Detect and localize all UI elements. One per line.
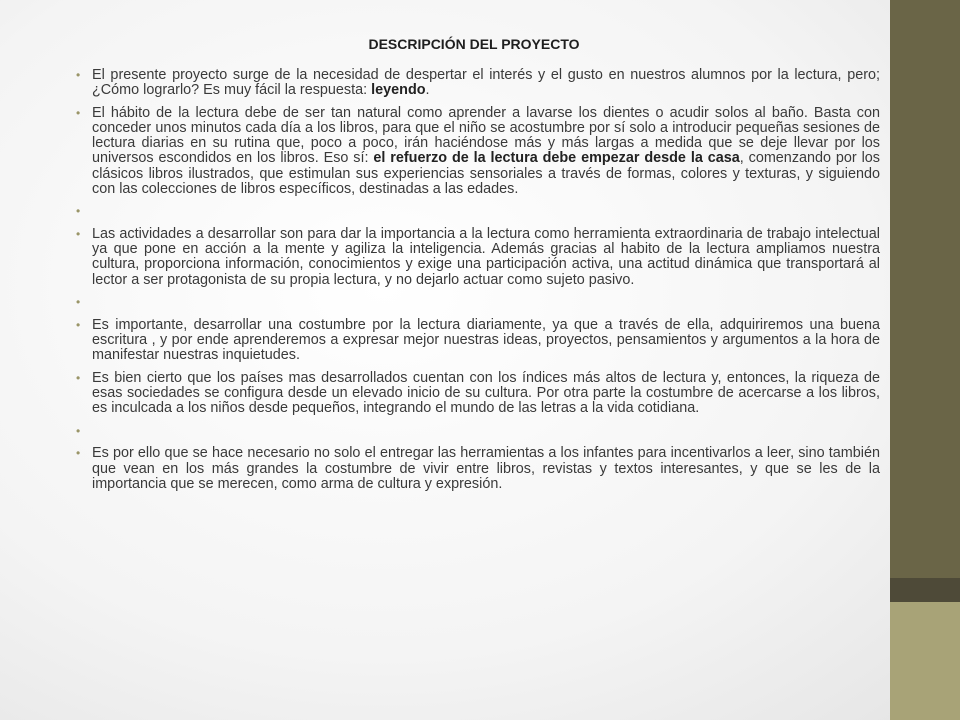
decorative-side-bar — [890, 0, 960, 720]
bullet-text: Es importante, desarrollar una costumbre por la lectura diariamente, ya que a través de ella, adquiriremos una buena escritura , y por ende aprenderemos a expresar mejor nuestras ideas, proyectos, pensamientos y argumentos a la hora de manifestar nuestras inquietudes. — [92, 316, 880, 364]
bullet-item-empty-1 — [66, 204, 880, 219]
bullet-item-4 — [66, 318, 880, 364]
bullet-bold-text: el refuerzo de la lectura debe empezar desde la casa — [373, 150, 740, 167]
bullet-text: Es bien cierto que los países mas desarrollados cuentan con los índices más altos de lectura y, entonces, la riqueza de esas sociedades se configura desde un elevado inicio de su cultura. Por otra parte la costumbre de acercarse a los libros, es inculcada a los niños desde pequeños, integrando el mundo de las letras a la vida cotidiana. — [92, 369, 880, 417]
bullet-text: Es por ello que se hace necesario no solo el entregar las herramientas a los infantes para incentivarlos a leer, sino también que vean en los más grandes la costumbre de vivir entre libros, revistas y textos interesantes, y que se les de la importancia que se merecen, como arma de cultura y expresión. — [92, 445, 880, 492]
bullet-text-after: . — [425, 82, 430, 99]
side-bar-top-band — [890, 0, 960, 578]
bullet-text: El hábito de la lectura debe de ser tan natural como aprender a lavarse los dientes o acudir solos al baño. Basta con conceder unos minutos cada día a los libros, para que el niño se acostumbre por sí solo a introducir pequeñas sesiones de lectura diarias en su rutina que, poco a poco, irán haciéndose más y más largas a medida que se deje llevar por los universos escondidos en los libros. Eso sí: — [92, 104, 880, 167]
slide-title: DESCRIPCIÓN DEL PROYECTO — [368, 36, 580, 52]
bullet-item-1 — [66, 68, 880, 98]
bullet-text-after: , comenzando por los clásicos libros ilustrados, que estimulan sus experiencias sensoriales a través de formas, colores y texturas, y siguiendo con las colecciones de libros específicos, destinadas a las edades. — [92, 150, 880, 197]
bullet-list — [66, 68, 880, 492]
bullet-item-2 — [66, 106, 880, 197]
bullet-item-empty-2 — [66, 295, 880, 310]
side-bar-bottom-band — [890, 602, 960, 720]
bullet-bold-text: leyendo — [371, 82, 426, 99]
side-bar-middle-band — [890, 578, 960, 602]
bullet-text: El presente proyecto surge de la necesidad de despertar el interés y el gusto en nuestros alumnos por la lectura, pero; ¿Cómo lograrlo? Es muy fácil la respuesta: — [92, 67, 880, 99]
bullet-text: Las actividades a desarrollar son para dar la importancia a la lectura como herramienta extraordinaria de trabajo intelectual ya que pone en acción a la mente y agiliza la inteligencia. Además gracias al habito de la lectura ampliamos nuestra cultura, proporciona información, conocimientos y exige una participación activa, una actitud dinámica que transportará al lector a ser protagonista de su propia lectura, y no dejarlo actuar como sujeto pasivo. — [92, 225, 880, 288]
bullet-item-3 — [66, 227, 880, 288]
bullet-item-6 — [66, 446, 880, 492]
slide-content — [66, 36, 880, 499]
bullet-item-5 — [66, 371, 880, 417]
bullet-item-empty-3 — [66, 424, 880, 439]
